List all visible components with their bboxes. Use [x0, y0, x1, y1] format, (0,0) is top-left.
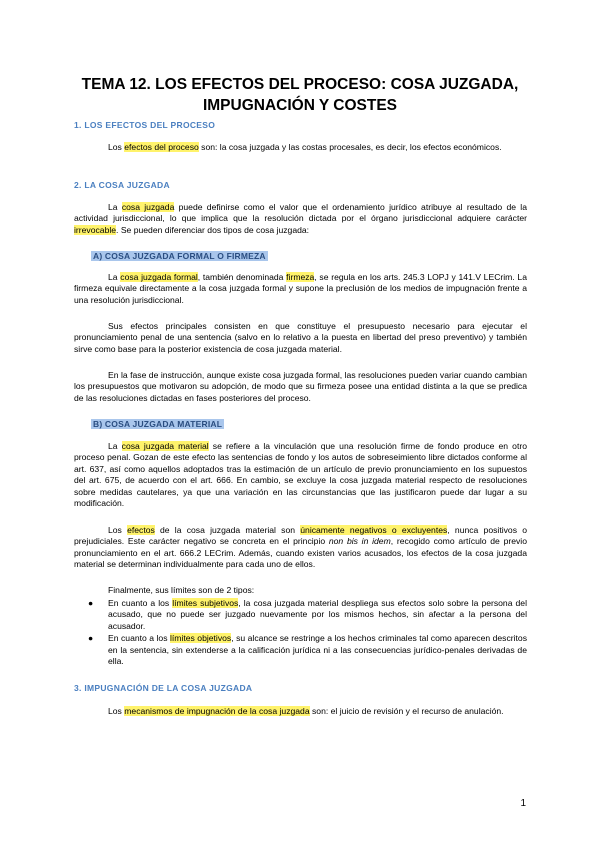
paragraph-fase-instruccion: En la fase de instrucción, aunque existe cosa juzgada formal, las resoluciones pueden variar cuando cambian los presupuestos que motivaron su adopción, de modo que su firmeza posee una entidad distinta a la que se predica de las resoluciones dictadas en fases posteriores del proceso.: [74, 370, 527, 403]
paragraph-efectos-material: Los efectos de la cosa juzgada material son únicamente negativos o excluyentes, nunca positivos o prejudiciales. Este carácter negativo se concreta en el principio non bis in idem, recogido como artículo de previo pronunciamiento en el art. 666.2 LECrim. Además, cuando existen varios acusados, los efectos de la cosa juzgada material se determinan individualmente para cada uno de ellos.: [74, 525, 527, 570]
subheading-material: B) COSA JUZGADA MATERIAL: [93, 419, 223, 429]
highlight-limites-objetivos: límites objetivos: [169, 633, 232, 644]
highlight-cosa-juzgada-material: cosa juzgada material: [121, 441, 209, 451]
page-number: 1: [520, 798, 526, 809]
highlight-negativos: únicamente negativos o excluyentes: [300, 525, 448, 535]
bullet-icon: ●: [88, 633, 94, 644]
subheading-formal: A) COSA JUZGADA FORMAL O FIRMEZA: [93, 251, 266, 261]
highlight-cosa-juzgada: cosa juzgada: [121, 202, 175, 212]
bullet-icon: ●: [88, 598, 94, 608]
highlight-efectos: efectos: [127, 525, 155, 535]
highlight-mecanismos: mecanismos de impugnación de la cosa juzgada: [124, 706, 310, 716]
paragraph-efectos: Los efectos del proceso son: la cosa juzgada y las costas procesales, es decir, los efectos económicos.: [108, 142, 502, 152]
limites-list: [88, 598, 527, 668]
highlight-cosa-juzgada-formal: cosa juzgada formal: [120, 272, 198, 282]
highlight-irrevocable: irrevocable: [74, 224, 117, 235]
highlight-firmeza: firmeza: [286, 272, 315, 282]
paragraph-cosa-juzgada-material: La cosa juzgada material se refiere a la vinculación que una resolución firme de fondo produce en otro proceso penal. Gozan de este efecto las sentencias de fondo y los autos de sobreseimiento libre dictados conforme al art. 637, así como aquellos adoptados tras la estimación de un artículo de previo pronunciamiento en los supuestos del art. 675, de acuerdo con el art. 666. En cambio, se excluye la cosa juzgada material respecto de resoluciones sobre medidas cautelares, ya que una variación en las circunstancias que las justificaron puede dar lugar a su modificación.: [74, 441, 527, 509]
section-heading-1: 1. LOS EFECTOS DEL PROCESO: [74, 120, 216, 130]
paragraph-impugnacion: Los mecanismos de impugnación de la cosa juzgada son: el juicio de revisión y el recurso de anulación.: [108, 706, 504, 716]
paragraph-efectos-principales: Sus efectos principales consisten en que constituye el presupuesto necesario para ejecutar el pronunciamiento penal de una sentencia (salvo en lo relativo a la puesta en libertad del preso preventivo) y también sirve como base para la posterior existencia de cosa juzgada material.: [74, 321, 527, 354]
paragraph-limites-intro: Finalmente, sus límites son de 2 tipos:: [108, 585, 255, 595]
paragraph-cosa-juzgada-definicion: La cosa juzgada puede definirse como el valor que el ordenamiento jurídico atribuye al resultado de la actividad jurisdiccional, lo que implica que la resolución dictada por el órgano jurisdiccional adquiere carácter irrevocable. Se pueden diferenciar dos tipos de cosa juzgada:: [74, 202, 527, 235]
list-item: ● En cuanto a los límites objetivos, su alcance se restringe a los hechos criminales tal como aparecen descritos en la sentencia, sin extenderse a la calificación jurídica ni a las consecuencias jurídico-penales derivadas de ella.: [88, 633, 527, 667]
list-item: ● En cuanto a los límites subjetivos, la cosa juzgada material despliega sus efectos solo sobre la persona del acusado, que no puede ser juzgado nuevamente por los mismos hechos, sin afectar a la persona del acusador.: [88, 598, 527, 631]
section-heading-2: 2. LA COSA JUZGADA: [74, 180, 170, 190]
paragraph-cosa-juzgada-formal: La cosa juzgada formal, también denominada firmeza, se regula en los arts. 245.3 LOPJ y 141.V LECrim. La firmeza equivale directamente a la cosa juzgada formal y supone la preclusión de los medios de impugnación frente a una resolución jurisdiccional.: [74, 272, 527, 305]
page-title: TEMA 12. LOS EFECTOS DEL PROCESO: COSA JUZGADA, IMPUGNACIÓN Y COSTES: [81, 76, 519, 114]
section-heading-3: 3. IMPUGNACIÓN DE LA COSA JUZGADA: [74, 683, 253, 693]
highlight-limites-subjetivos: límites subjetivos: [172, 598, 239, 608]
highlight-efectos-del-proceso: efectos del proceso: [124, 142, 199, 152]
